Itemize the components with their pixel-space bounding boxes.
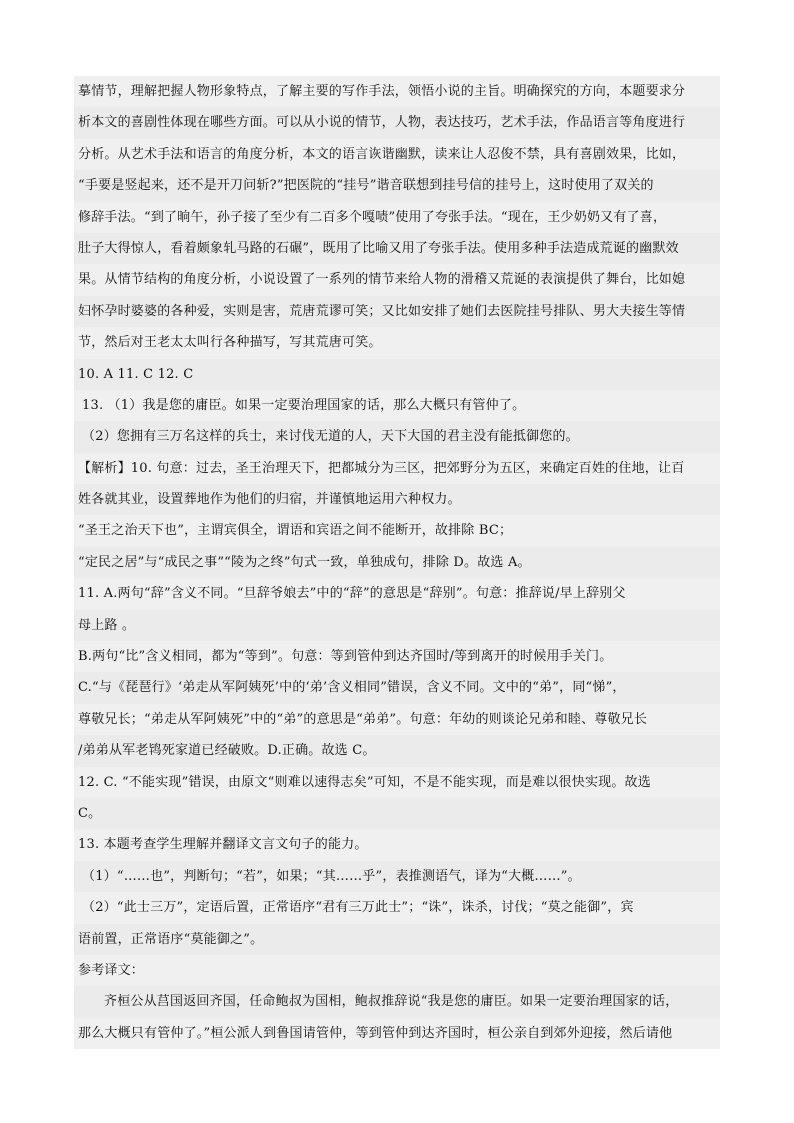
analysis-line: （1）“……也”，判断句；“若”，如果；“其……乎”，表推测语气，译为“大概……”。 [74,861,720,892]
analysis-line: 语前置，正常语序“莫能御之”。 [74,924,720,955]
text-line: 摹情节，理解把握人物形象特点，了解主要的写作手法，领悟小说的主旨。明确探究的方向，本题要求分 [74,76,720,107]
analysis-line: 13. 本题考查学生理解并翻译文言文句子的能力。 [74,829,720,860]
translation-heading: 参考译文： [74,955,720,986]
analysis-line: 姓各就其业，设置葬地作为他们的归宿，并谨慎地运用六种权力。 [74,484,720,515]
analysis-line: 【解析】10. 句意：过去，圣王治理天下，把都城分为三区，把郊野分为五区，来确定百姓的住地，让百 [74,453,720,484]
analysis-line: “圣王之治天下也”，主谓宾俱全，谓语和宾语之间不能断开，故排除 BC； [74,515,720,546]
analysis-line: （2）“此士三万”，定语后置，正常语序“君有三万此士”；“诛”，诛杀，讨伐；“莫之能御”，宾 [74,892,720,923]
analysis-line: “定民之居”与“成民之事”“陵为之终”句式一致，单独成句，排除 D。故选 A。 [74,547,720,578]
analysis-line: C。 [74,798,720,829]
translation-line: 那么大概只有管仲了。”桓公派人到鲁国请管仲，等到管仲到达齐国时，桓公亲自到郊外迎接，然后请他 [74,1018,720,1049]
analysis-line: C.“与《琵琶行》‘弟走从军阿姨死’中的‘弟’含义相同”错误，含义不同。文中的“弟”，同“悌”， [74,672,720,703]
text-line: 妇怀孕时婆婆的各种爱，实则是害，荒唐荒谬可笑；又比如安排了她们去医院挂号排队、男大夫接生等情 [74,296,720,327]
analysis-line: 母上路 。 [74,610,720,641]
analysis-line: 尊敬兄长；“弟走从军阿姨死”中的“弟”的意思是“弟弟”。句意：年幼的则谈论兄弟和睦、尊敬兄长 [74,704,720,735]
text-line: “手要是竖起来，还不是开刀问斩?”把医院的“挂号”谐音联想到挂号信的挂号上，这时使用了双关的 [74,170,720,201]
text-line: 分析。从艺术手法和语言的角度分析，本文的语言诙谐幽默，读来让人忍俊不禁，具有喜剧效果，比如， [74,139,720,170]
answer-line: （2）您拥有三万名这样的兵士，来讨伐无道的人，天下大国的君主没有能抵御您的。 [74,421,720,452]
document-body [74,76,720,1049]
text-line: 析本文的喜剧性体现在哪些方面。可以从小说的情节，人物，表达技巧，艺术手法，作品语言等角度进行 [74,107,720,138]
text-line: 修辞手法。“到了晌午，孙子接了至少有二百多个嘎啧”使用了夸张手法。“现在，王少奶奶又有了喜， [74,202,720,233]
answer-line: 13. （1）我是您的庸臣。如果一定要治理国家的话，那么大概只有管仲了。 [74,390,720,421]
analysis-line: 11. A.两句“辞”含义不同。“旦辞爷娘去”中的“辞”的意思是“辞别”。句意：推辞说/早上辞别父 [74,578,720,609]
analysis-line: B.两句“比”含义相同，都为“等到”。句意：等到管仲到达齐国时/等到离开的时候用手关门。 [74,641,720,672]
answer-line: 10. A 11. C 12. C [74,359,720,390]
text-line: 肚子大得惊人，看着颇象轧马路的石碾”，既用了比喻又用了夸张手法。使用多种手法造成荒诞的幽默效 [74,233,720,264]
text-line: 果。从情节结构的角度分析，小说设置了一系列的情节来给人物的滑稽又荒诞的表演提供了舞台，比如媳 [74,264,720,295]
text-line: 节，然后对王老太太叫行各种描写，写其荒唐可笑。 [74,327,720,358]
analysis-line: 12. C. “不能实现”错误，由原文“则难以速得志矣”可知，不是不能实现，而是难以很快实现。故选 [74,767,720,798]
analysis-line: /弟弟从军老鸨死家道已经破败。D.正确。故选 C。 [74,735,720,766]
translation-line: 齐桓公从莒国返回齐国，任命鲍叔为国相，鲍叔推辞说“我是您的庸臣。如果一定要治理国家的话， [74,986,720,1017]
